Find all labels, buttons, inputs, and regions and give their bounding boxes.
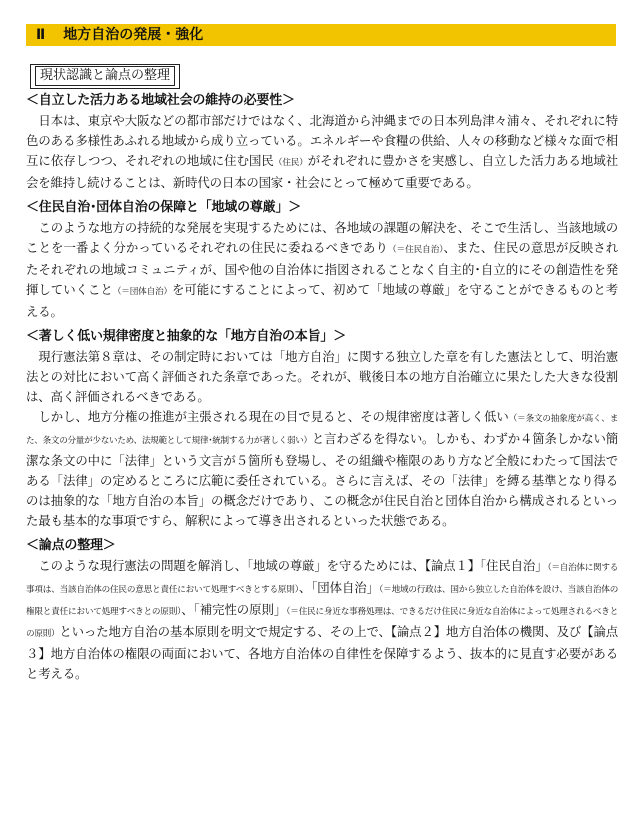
- chapter-heading-bar: [26, 24, 616, 46]
- section-heading: ＜論点の整理＞: [26, 538, 116, 553]
- document-body: [26, 92, 618, 684]
- paragraph: 日本は、東京や大阪などの都市部だけではなく、北海道から沖縄までの日本列島津々浦々、それぞれに特色のある多様性あふれる地域から成り立っている。エネルギーや食糧の供給、人々の移動など様々な面で相互に依存しつつ、それぞれの地域に住む国民（住民）がそれぞれに豊かさを実感し、自立した活力ある地域社会を維持し続けることは、新時代の日本の国家・社会にとって極めて重要である。: [26, 113, 618, 190]
- paragraph: 現行憲法第８章は、その制定時においては「地方自治」に関する独立した章を有した憲法として、明治憲法との対比において高く評価された条章であった。それが、戦後日本の地方自治確立に果たした大きな役割は、高く評価されるべきである。: [26, 349, 618, 404]
- paragraph-note: （＝条文の抽象度が高く、また、条文の分量が少ないため、法規範として規律･統制する力が著しく弱い）: [26, 414, 618, 446]
- chapter-number: Ⅱ: [36, 27, 46, 43]
- paragraph-note: （＝団体自治）: [112, 287, 172, 297]
- paragraph: このような地方の持続的な発展を実現するためには、各地域の課題の解決を、そこで生活し、当該地域のことを一番よく分かっているそれぞれの住民に委ねるべきであり（＝住民自治）、また、住民の意思が反映されたそれぞれの地域コミュニティが、国や他の自治体に指図されることなく自主的･自立的にその創造性を発揮していくこと（＝団体自治）を可能にすることによって、初めて「地域の尊厳」を守ることができるものと考える。: [26, 220, 619, 319]
- paragraph: このような現行憲法の問題を解消し、「地域の尊厳」を守るためには、【論点１】「住民自治」（＝自治体に関する事項は、当該自治体の住民の意思と責任において処理すべきとする原則）、「団体自治」（＝地域の行政は、国から独立した自治体を設け、当該自治体の権限と責任において処理すべきとの原則）、「補完性の原則」（＝住民に身近な事務処理は、できるだけ住民に身近な自治体によって処理されるべきとの原則）といった地方自治の基本原則を明文で規定する、その上で、【論点２】地方自治体の機関、及び【論点３】地方自治体の権限の両面において、各地方自治体の自律性を保障するよう、抜本的に見直す必要があると考える。: [26, 558, 618, 681]
- paragraph-note: （＝自治体に関する事項は、当該自治体の住民の意思と責任において処理すべきとする原則）: [26, 563, 618, 595]
- paragraph-note: （住民）: [273, 158, 308, 168]
- section-heading: ＜著しく低い規律密度と抽象的な「地方自治の本旨」＞: [26, 329, 347, 344]
- paragraph-note: （＝地域の行政は、国から独立した自治体を設け、当該自治体の権限と責任において処理すべきとの原則）: [26, 585, 618, 617]
- paragraph: しかし、地方分権の推進が主張される現在の目で見ると、その規律密度は著しく低い（＝条文の抽象度が高く、また、条文の分量が少ないため、法規範として規律･統制する力が著しく弱い）と言わざるを得ない。しかも、わずか４箇条しかない簡潔な条文の中に「法律」という文言が５箇所も登場し、その組織や権限のあり方など全般にわたって国法である「法律」の定めるところに広範に委任されている。さらに言えば、その「法律」を縛る基準となり得るのは抽象的な「地方自治の本旨」の概念だけであり、この概念が住民自治と団体自治から構成されるといった最も基本的な事項ですら、解釈によって導き出されるといった状態である。: [26, 409, 618, 528]
- chapter-title: 地方自治の発展・強化: [63, 27, 204, 43]
- section-heading: ＜自立した活力ある地域社会の維持の必要性＞: [26, 93, 295, 108]
- section-heading: ＜住民自治･団体自治の保障と「地域の尊厳」＞: [26, 200, 302, 215]
- box-title: 現状認識と論点の整理: [35, 66, 175, 86]
- paragraph-note: （＝住民自治）: [388, 245, 444, 255]
- box-title-frame: [30, 64, 180, 89]
- paragraph-note: （＝住民に身近な事務処理は、できるだけ住民に身近な自治体によって処理されるべきとの原則）: [26, 607, 618, 639]
